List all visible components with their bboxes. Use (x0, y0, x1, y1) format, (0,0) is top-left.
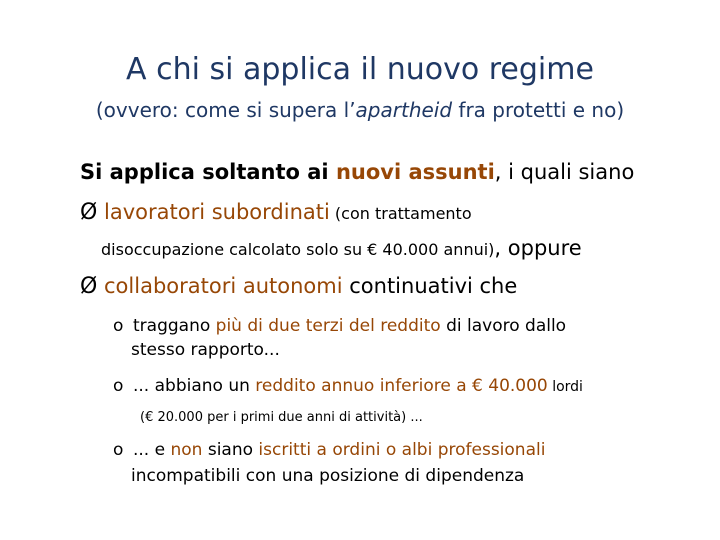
arrow-bullet-icon: Ø (80, 274, 98, 299)
redditi-highlight: più di due terzi del reddito (215, 316, 441, 336)
collaboratori-highlight: collaboratori autonomi (104, 274, 343, 298)
subtitle-pre: (ovvero: come si supera l’ (95, 98, 356, 122)
reddito-note: (€ 20.000 per i primi due anni di attività) ... (140, 410, 423, 425)
intro-text-a: Si applica soltanto ai (80, 160, 336, 184)
intro-highlight: nuovi assunti (335, 160, 495, 184)
lordi-text: lordi (547, 379, 583, 395)
sub-bullet-reddito-annuo (113, 376, 583, 396)
slide-subtitle (0, 98, 720, 122)
redditi-continuation: stesso rapporto... (131, 340, 280, 360)
albi-continuation: incompatibili con una posizione di dipendenza (131, 466, 525, 486)
subordinati-continuation (101, 236, 582, 260)
non-highlight: non (170, 440, 203, 460)
subordinati-cont-text: disoccupazione calcolato solo su € 40.000 annui) (101, 240, 495, 259)
circle-bullet-icon: o (113, 316, 124, 336)
intro-text-b: , i quali siano (494, 160, 635, 184)
collaboratori-text: continuativi che (342, 274, 518, 298)
oppure-text: , oppure (494, 236, 582, 260)
subtitle-italic: apartheid (355, 98, 453, 122)
subordinati-highlight: lavoratori subordinati (104, 200, 330, 224)
arrow-bullet-icon: Ø (80, 200, 98, 225)
redditi-text-a: traggano (133, 316, 216, 336)
reddito-text-a: ... abbiano un (133, 376, 256, 396)
bullet-collaboratori (80, 274, 517, 299)
circle-bullet-icon: o (113, 440, 124, 460)
circle-bullet-icon: o (113, 376, 124, 396)
subordinati-note: (con trattamento (329, 204, 472, 223)
intro-line (80, 160, 634, 184)
sub-bullet-albi (113, 440, 545, 460)
albi-highlight: iscritti a ordini o albi professionali (258, 440, 546, 460)
albi-text-a: ... e (133, 440, 171, 460)
slide-title: A chi si applica il nuovo regime (126, 52, 594, 87)
redditi-text-b: di lavoro dallo (440, 316, 567, 336)
reddito-highlight: reddito annuo inferiore a € 40.000 (255, 376, 548, 396)
subtitle-post: fra protetti e no) (452, 98, 625, 122)
albi-text-b: siano (202, 440, 259, 460)
bullet-subordinati (80, 200, 472, 225)
sub-bullet-redditi (113, 316, 566, 336)
